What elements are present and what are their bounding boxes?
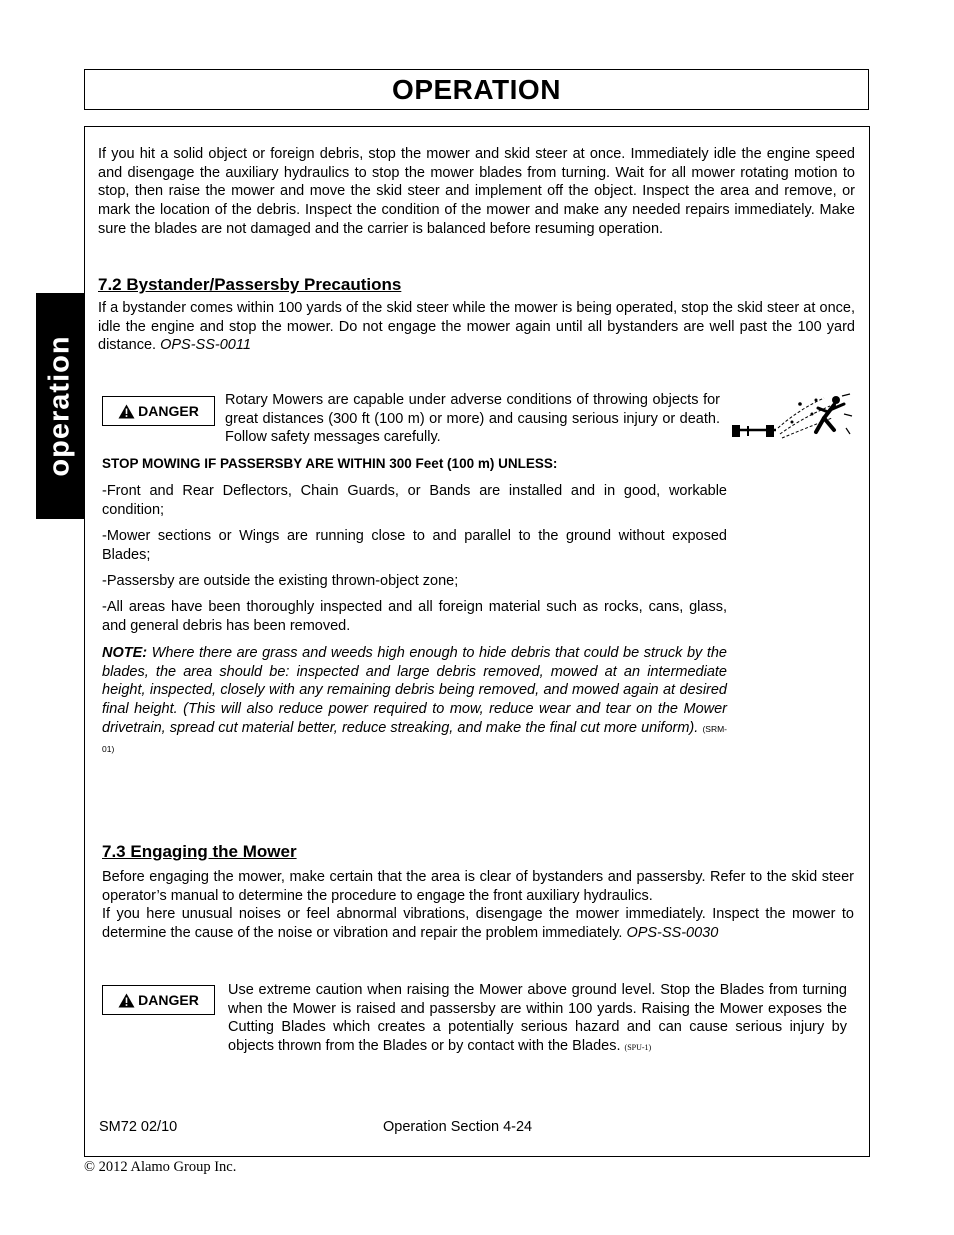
condition-item: -All areas have been thoroughly inspected and all foreign material such as rocks, cans, glass, and general debris has been removed.	[102, 599, 727, 634]
side-tab-label: operation	[43, 335, 76, 477]
section-73-body-2-text: If you here unusual noises or feel abnormal vibrations, disengage the mower immediately. Inspect the mower to determine the cause of the noise or vibration and repair the problem immediately.	[102, 906, 854, 941]
condition-item: -Passersby are outside the existing thrown-object zone;	[102, 573, 459, 589]
danger-badge	[102, 985, 215, 1015]
warning-triangle-icon	[118, 993, 135, 1008]
section-73-body-2	[102, 905, 854, 942]
condition-item: -Front and Rear Deflectors, Chain Guards, or Bands are installed and in good, workable condition;	[102, 483, 727, 518]
section-73-body-1: Before engaging the mower, make certain that the area is clear of bystanders and passersby. Refer to the skid steer operator’s manual to determine the procedure to engage the front auxiliary hydraulics.	[102, 869, 854, 904]
danger-ref: (SPU-1)	[624, 1043, 652, 1053]
danger-text	[228, 981, 847, 1058]
section-72-heading: 7.2 Bystander/Passersby Precautions	[98, 275, 402, 294]
page-header	[84, 69, 869, 110]
copyright: © 2012 Alamo Group Inc.	[84, 1159, 237, 1175]
danger-label: DANGER	[138, 992, 199, 1008]
warning-triangle-icon	[118, 404, 135, 419]
note-ref: (SRM-01)	[102, 723, 727, 754]
section-72-body	[98, 299, 855, 355]
page-title: OPERATION	[392, 73, 561, 105]
footer-section: Operation Section 4-24	[383, 1119, 533, 1135]
danger-label: DANGER	[138, 403, 199, 419]
footer-model: SM72 02/10	[99, 1119, 178, 1135]
section-72-ref: OPS-SS-0011	[160, 337, 251, 354]
section-73-ref: OPS-SS-0030	[626, 924, 719, 941]
section-72-body-text: If a bystander comes within 100 yards of the skid steer while the mower is being operated, stop the skid steer at once, idle the engine and stop the mower. Do not engage the mower again until all bystanders are well past the 100 yard distance.	[98, 300, 855, 354]
note-paragraph	[102, 644, 727, 758]
danger-badge	[102, 396, 215, 426]
section-73-heading: 7.3 Engaging the Mower	[102, 842, 297, 861]
side-tab	[36, 293, 84, 519]
condition-item: -Mower sections or Wings are running close to and parallel to the ground without exposed Blades;	[102, 528, 727, 563]
danger-text-body: Use extreme caution when raising the Mower above ground level. Stop the Blades from turning when the Mower is raised and passersby are within 100 yards. Raising the Mower exposes the Cutting Blades which creates a potentially serious hazard and can cause serious injury by objects thrown from the Blades or by contact with the Blades.	[228, 982, 847, 1055]
danger-text: Rotary Mowers are capable under adverse conditions of throwing objects for great distances (300 ft (100 m) or more) and causing serious injury or death. Follow safety messages carefully.	[225, 392, 720, 446]
note-label: NOTE:	[102, 645, 148, 661]
thrown-object-hazard-icon	[728, 392, 856, 444]
intro-paragraph: If you hit a solid object or foreign debris, stop the mower and skid steer at once. Immediately idle the engine speed and disengage the auxiliary hydraulics to stop the mower blades from turning. Wait for all mower rotating motion to stop, then raise the mower and move the skid steer and implement off the object. Inspect the area and remove, or mark the location of the debris. Inspect the condition of the mower and make any needed repairs immediately. Make sure the blades are not damaged and the carrier is balanced before resuming operation.	[98, 146, 855, 237]
note-text: Where there are grass and weeds high enough to hide debris that could be struck by the blades, the area should be: inspected and large debris removed, mowed at an intermediate height, inspected, closely with any remaining debris being removed, and mowed again at desired final height. (This will also reduce power required to mow, reduce wear and tear on the Mower drivetrain, spread cut material better, reduce streaking, and make the final cut more uniform).	[102, 645, 727, 736]
warning-heading: STOP MOWING IF PASSERSBY ARE WITHIN 300 Feet (100 m) UNLESS:	[102, 456, 558, 471]
